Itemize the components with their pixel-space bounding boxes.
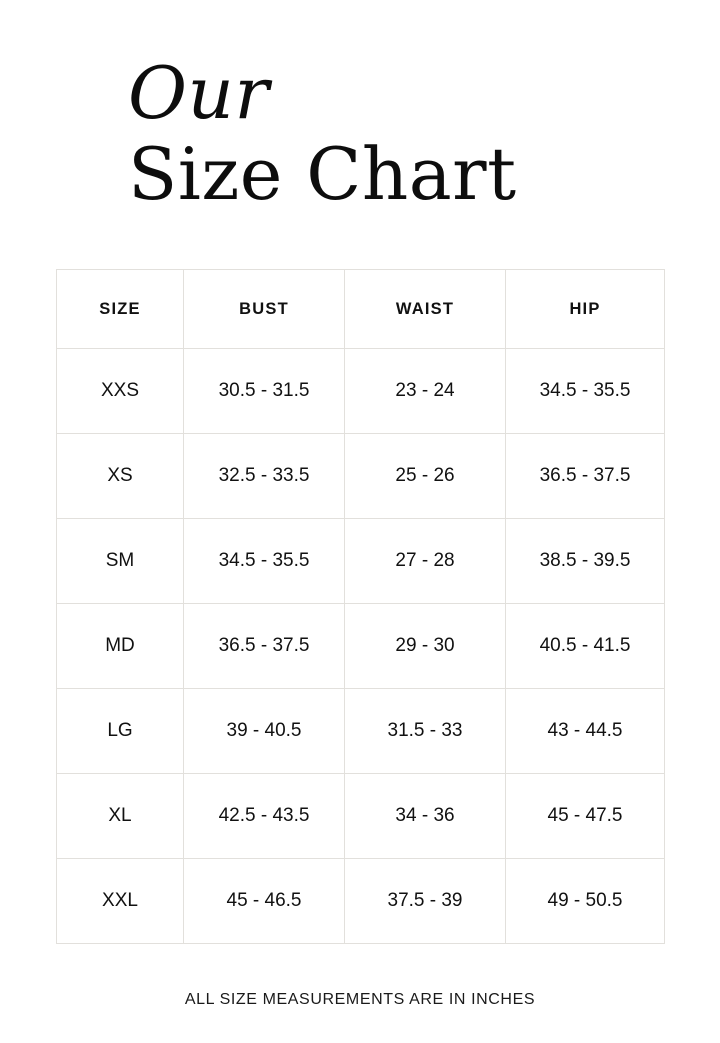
page-title-line-1: Our (128, 51, 270, 135)
cell-hip: 49 - 50.5 (506, 859, 665, 944)
cell-hip: 40.5 - 41.5 (506, 604, 665, 689)
table-header (57, 270, 665, 349)
cell-hip: 43 - 44.5 (506, 689, 665, 774)
measurement-units-note: ALL SIZE MEASUREMENTS ARE IN INCHES (184, 991, 536, 1009)
cell-size: LG (57, 689, 184, 774)
column-header-hip: HIP (506, 270, 665, 349)
cell-hip: 45 - 47.5 (506, 774, 665, 859)
cell-bust: 39 - 40.5 (184, 689, 345, 774)
cell-size: XS (57, 434, 184, 519)
size-chart-table (56, 269, 665, 944)
cell-bust: 45 - 46.5 (184, 859, 345, 944)
cell-size: XXL (57, 859, 184, 944)
cell-size: MD (57, 604, 184, 689)
cell-bust: 34.5 - 35.5 (184, 519, 345, 604)
cell-size: XXS (57, 349, 184, 434)
cell-waist: 27 - 28 (345, 519, 506, 604)
cell-bust: 42.5 - 43.5 (184, 774, 345, 859)
cell-hip: 36.5 - 37.5 (506, 434, 665, 519)
table-row (57, 519, 665, 604)
column-header-bust: BUST (184, 270, 345, 349)
table-body (57, 349, 665, 944)
table-row (57, 689, 665, 774)
cell-waist: 37.5 - 39 (345, 859, 506, 944)
cell-bust: 32.5 - 33.5 (184, 434, 345, 519)
column-header-waist: WAIST (345, 270, 506, 349)
table-row (57, 859, 665, 944)
size-chart-table-wrapper (56, 269, 664, 944)
table-row (57, 349, 665, 434)
cell-size: XL (57, 774, 184, 859)
cell-bust: 30.5 - 31.5 (184, 349, 345, 434)
page-title-line-2: Size Chart (128, 131, 517, 216)
table-row (57, 774, 665, 859)
cell-hip: 34.5 - 35.5 (506, 349, 665, 434)
cell-bust: 36.5 - 37.5 (184, 604, 345, 689)
cell-hip: 38.5 - 39.5 (506, 519, 665, 604)
column-header-size: SIZE (57, 270, 184, 349)
table-header-row (57, 270, 665, 349)
page-title (0, 0, 720, 216)
table-row (57, 604, 665, 689)
cell-waist: 31.5 - 33 (345, 689, 506, 774)
cell-waist: 23 - 24 (345, 349, 506, 434)
cell-waist: 34 - 36 (345, 774, 506, 859)
cell-waist: 29 - 30 (345, 604, 506, 689)
table-row (57, 434, 665, 519)
cell-size: SM (57, 519, 184, 604)
cell-waist: 25 - 26 (345, 434, 506, 519)
